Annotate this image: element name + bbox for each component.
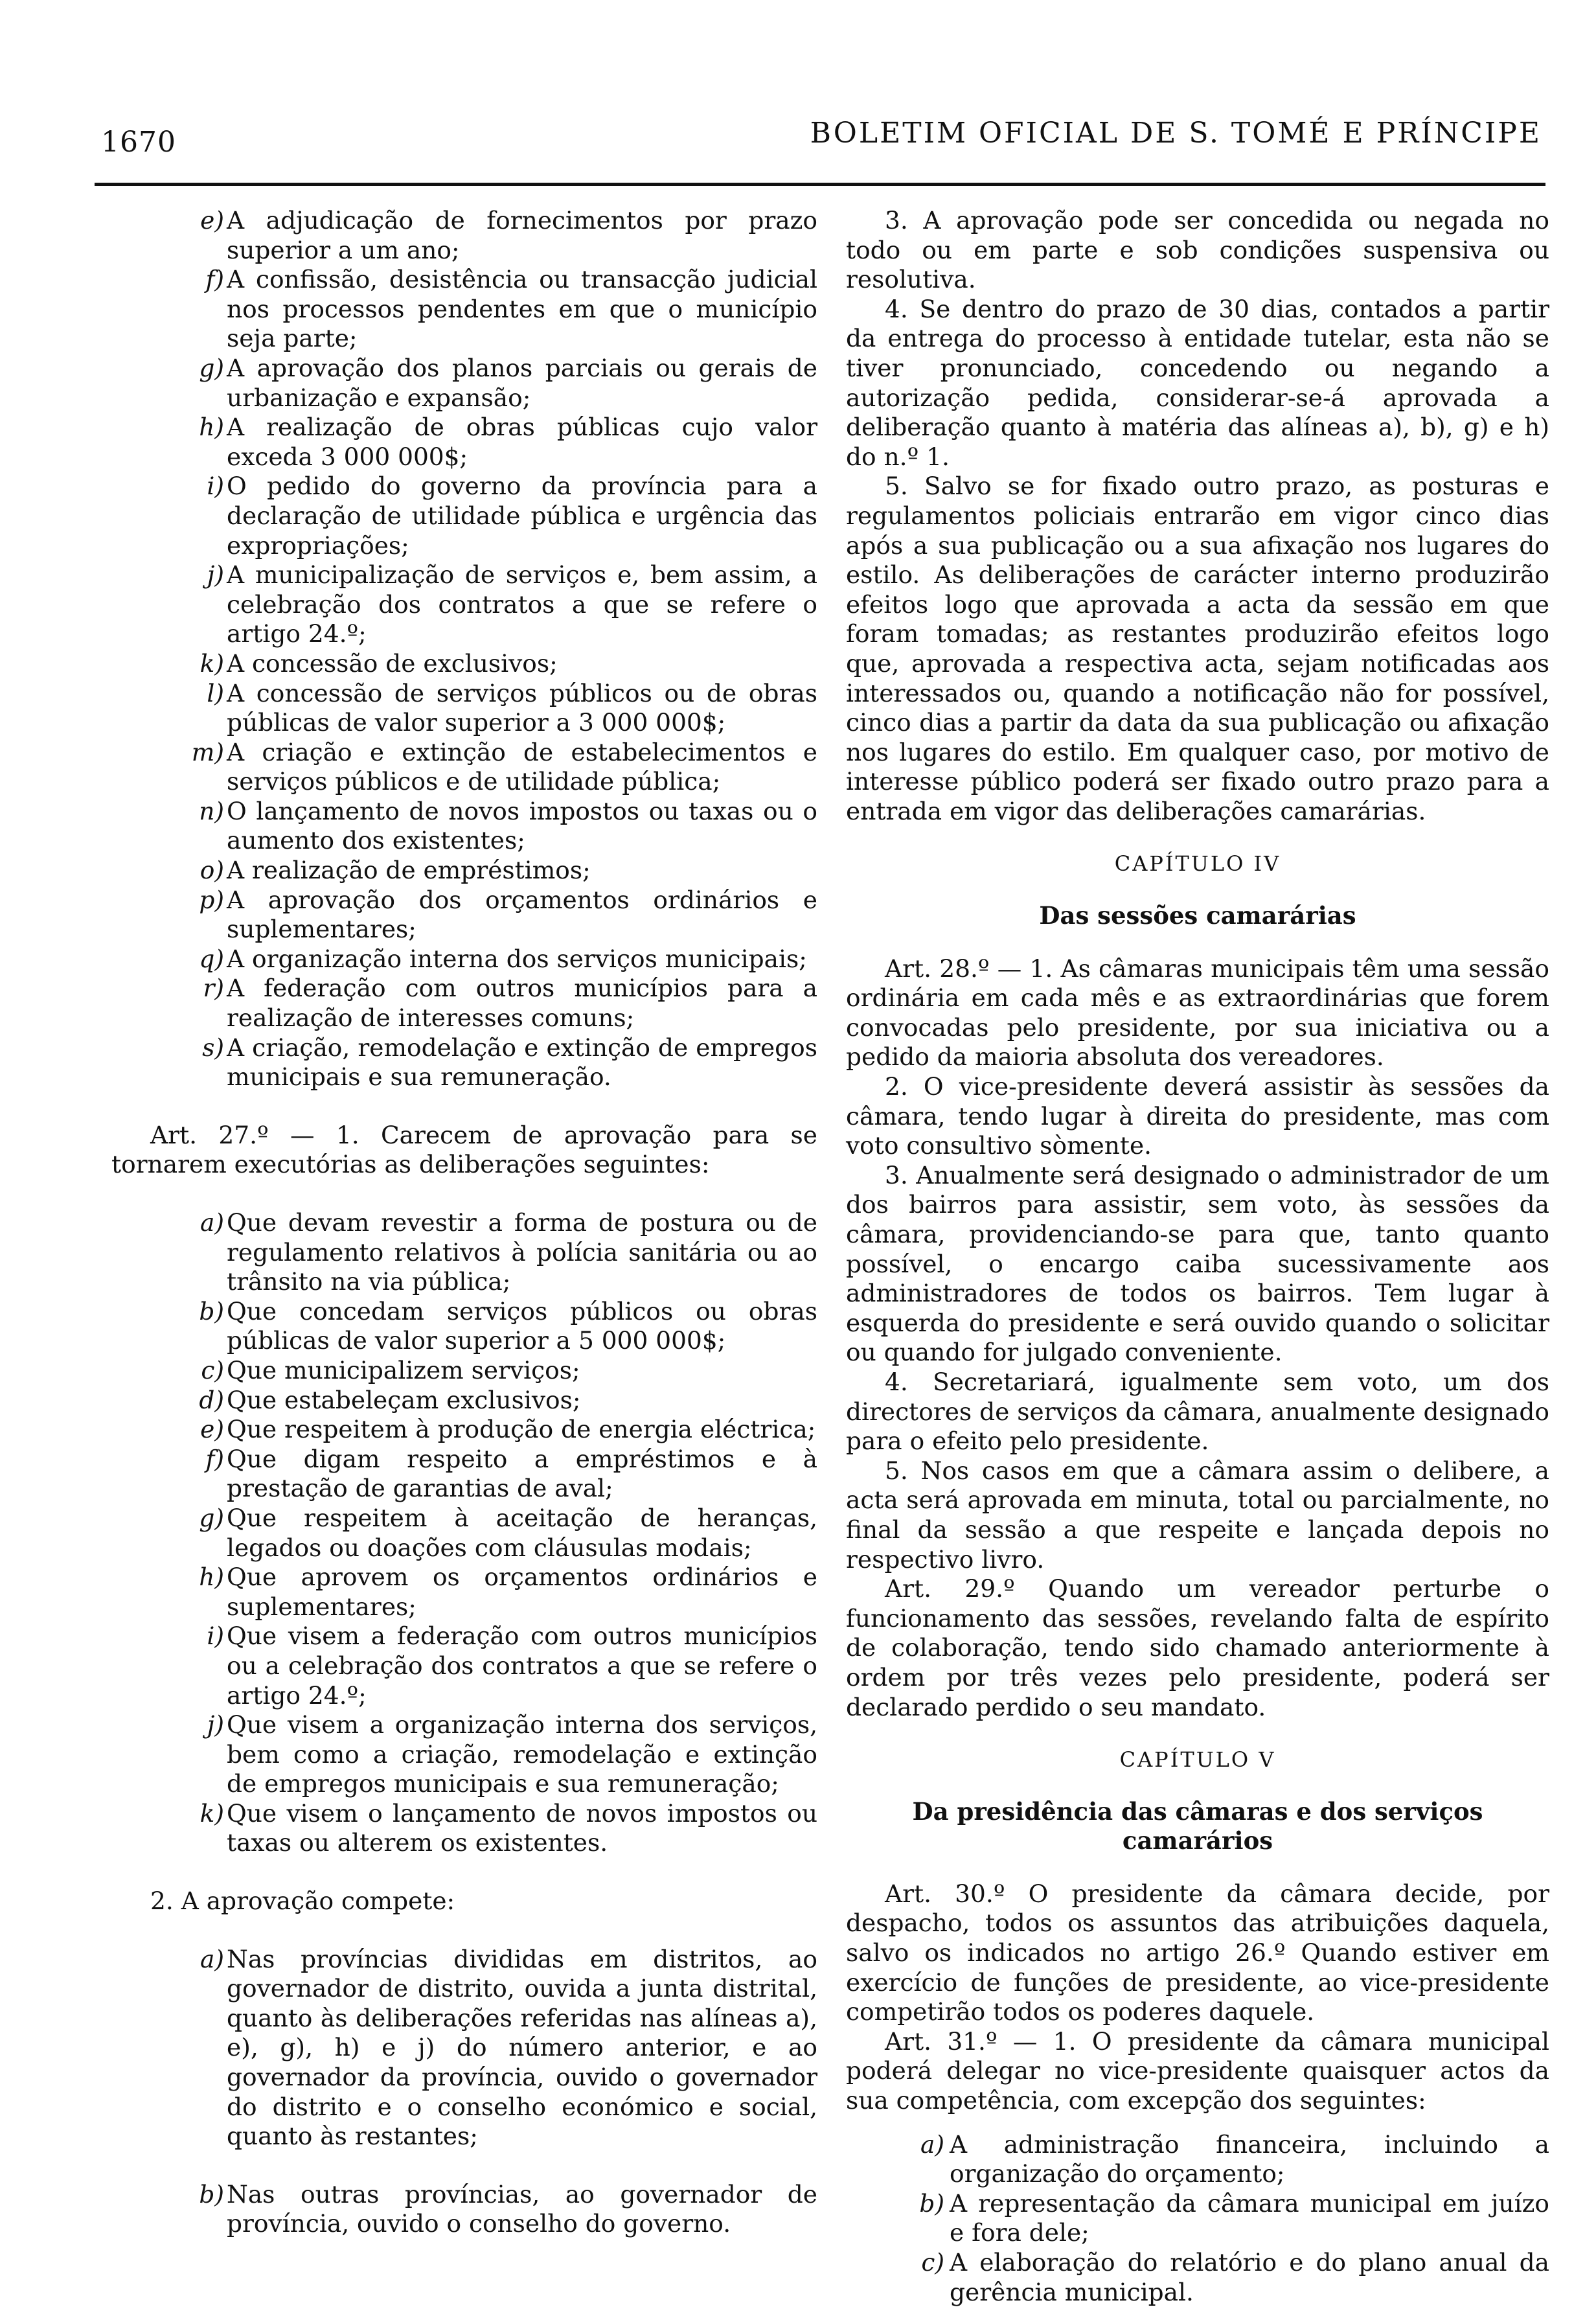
art28-paragraph-2: 2. O vice-presidente deverá assistir às sessões da câmara, tendo lugar à direita do presidente, mas com voto consultivo sòmente.: [846, 1072, 1549, 1160]
list-item: c) Que municipalizem serviços;: [201, 1355, 580, 1384]
list-item: f) Que digam respeito a empréstimos e à prestação de garantias de aval;: [205, 1444, 817, 1503]
art28-paragraph-4: 4. Secretariará, igualmente sem voto, um dos directores de serviços da câmara, anualmente designado para o efeito pelo presidente.: [846, 1367, 1549, 1456]
list-item: g) A aprovação dos planos parciais ou gerais de urbanização e expansão;: [199, 353, 817, 412]
list-item: e) Que respeitem à produção de energia eléctrica;: [200, 1415, 816, 1444]
list-item: n) O lançamento de novos impostos ou taxas ou o aumento dos existentes;: [199, 796, 817, 855]
list-item: j) Que visem a organização interna dos serviços, bem como a criação, remodelação e extinção de empregos municipais e sua remuneração;: [207, 1710, 817, 1798]
list-item: a) Que devam revestir a forma de postura ou de regulamento relativos à polícia sanitária ou ao trânsito na via pública;: [200, 1208, 817, 1296]
list-item: l) A concessão de serviços públicos ou de obras públicas de valor superior a 3 000 000$;: [207, 678, 817, 737]
art27-paragraph-4: 4. Se dentro do prazo de 30 dias, contados a partir da entrega do processo à entidade tutelar, esta não se tiver pronunciado, concedendo ou negando a autorização pedida, considerar-se-á aprovada a deliberação quanto à matéria das alíneas a), b), g) e h) do n.º 1.: [846, 294, 1549, 471]
chapter-heading: CAPÍTULO V: [1119, 1747, 1276, 1773]
list-item: i) Que visem a federação com outros municípios ou a celebração dos contratos a que se refere o artigo 24.º;: [207, 1622, 817, 1710]
left-column: [111, 206, 817, 2239]
list-item: k) A concessão de exclusivos;: [200, 648, 558, 678]
list-item: j) A municipalização de serviços e, bem assim, a celebração dos contratos a que se refere o artigo 24.º;: [207, 560, 817, 648]
list-item: f) A confissão, desistência ou transacção judicial nos processos pendentes em que o município seja parte;: [205, 265, 817, 353]
art27-paragraph-5: 5. Salvo se for fixado outro prazo, as posturas e regulamentos policiais entrarão em vigor cinco dias após a sua publicação ou a sua afixação nos lugares do estilo. As deliberações de carácter interno produzirão efeitos logo que aprovada a acta da sessão em que foram tomadas; as restantes produzirão efeitos logo que, aprovada a respectiva acta, sejam notificadas aos interessados ou, quando a notificação não for possível, cinco dias a partir da data da sua publicação ou afixação nos lugares do estilo. Em qualquer caso, por motivo de interesse público poderá ser fixado outro prazo para a entrada em vigor das deliberações camarárias.: [846, 472, 1549, 825]
list-item: h) A realização de obras públicas cujo valor exceda 3 000 000$;: [199, 413, 817, 471]
list-item: i) O pedido do governo da província para a declaração de utilidade pública e urgência das expropriações;: [207, 472, 817, 560]
list-item: r) A federação com outros municípios para a realização de interesses comuns;: [203, 974, 817, 1033]
page-number: 1670: [101, 126, 176, 159]
art31-paragraph-1: Art. 31.º — 1. O presidente da câmara municipal poderá delegar no vice-presidente quaisquer actos da sua competência, com excepção dos seguintes:: [846, 2026, 1549, 2115]
list-item: m) A criação e extinção de estabelecimentos e serviços públicos e de utilidade pública;: [191, 737, 817, 796]
art27-intro: Art. 27.º — 1. Carecem de aprovação para se tornarem executórias as deliberações seguintes:: [111, 1120, 817, 1179]
list-art27: [111, 1208, 817, 1858]
art27-paragraph-2: 2. A aprovação compete:: [150, 1887, 455, 1916]
list-item: a) Nas províncias divididas em distritos, ao governador de distrito, ouvida a junta distrital, quanto às deliberações referidas nas alíneas a), e), g), h) e j) do número anterior, e ao governador da província, ouvido o governador do distrito e o conselho económico e social, quanto às restantes;: [200, 1944, 817, 2151]
header-rule: [95, 183, 1545, 186]
art30: Art. 30.º O presidente da câmara decide, por despacho, todos os assuntos das atribuições daquela, salvo os indicados no artigo 26.º Quando estiver em exercício de funções de presidente, ao vice-presidente competirão todos os poderes daquele.: [846, 1879, 1549, 2026]
list-item: g) Que respeitem à aceitação de heranças, legados ou doações com cláusulas modais;: [199, 1503, 817, 1562]
list-item: k) Que visem o lançamento de novos impostos ou taxas ou alterem os existentes.: [200, 1798, 817, 1857]
list-item: h) Que aprovem os orçamentos ordinários e suplementares;: [199, 1563, 817, 1621]
list-item: o) A realização de empréstimos;: [200, 856, 591, 885]
list-art31: [846, 2130, 1549, 2307]
list-item: b) Nas outras províncias, ao governador de província, ouvido o conselho do governo.: [199, 2179, 817, 2238]
list-item: b) A representação da câmara municipal em juízo e fora dele;: [919, 2188, 1549, 2247]
list-item: e) A adjudicação de fornecimentos por prazo superior a um ano;: [200, 206, 817, 264]
list-item: b) Que concedam serviços públicos ou obras públicas de valor superior a 5 000 000$;: [199, 1296, 817, 1355]
list-art27-2: [111, 1945, 817, 2239]
chapter-title: Das sessões camarárias: [1039, 901, 1356, 930]
list-art26: [111, 206, 817, 1092]
list-item: p) A aprovação dos orçamentos ordinários e suplementares;: [199, 885, 817, 944]
art27-paragraph-3: 3. A aprovação pode ser concedida ou negada no todo ou em parte e sob condições suspensiva ou resolutiva.: [846, 206, 1549, 294]
chapter-heading: CAPÍTULO IV: [1114, 851, 1281, 877]
list-item: s) A criação, remodelação e extinção de empregos municipais e sua remuneração.: [202, 1033, 817, 1092]
list-item: c) A elaboração do relatório e do plano anual da gerência municipal.: [921, 2248, 1549, 2306]
list-item: q) A organização interna dos serviços municipais;: [199, 944, 807, 973]
art28-paragraph-5: 5. Nos casos em que a câmara assim o delibere, a acta será aprovada em minuta, total ou parcialmente, no final da sessão a que respeite e lançada depois no respectivo livro.: [846, 1456, 1549, 1574]
running-title: BOLETIM OFICIAL DE S. TOMÉ E PRÍNCIPE: [810, 117, 1542, 150]
art29: Art. 29.º Quando um vereador perturbe o funcionamento das sessões, revelando falta de espírito de colaboração, tendo sido chamado anteriormente à ordem por três vezes pelo presidente, poderá ser declarado perdido o seu mandato.: [846, 1574, 1549, 1721]
list-item: a) A administração financeira, incluindo a organização do orçamento;: [920, 2129, 1549, 2188]
art28-paragraph-3: 3. Anualmente será designado o administrador de um dos bairros para assistir, sem voto, às sessões da câmara, providenciando-se para que, tanto quanto possível, o encargo caiba sucessivamente aos administradores de todos os bairros. Tem lugar à esquerda do presidente e será ouvido quando o solicitar ou quando for julgado conveniente.: [846, 1160, 1549, 1367]
chapter-title: Da presidência das câmaras e dos serviços camarários: [912, 1796, 1483, 1855]
list-item: d) Que estabeleçam exclusivos;: [199, 1385, 581, 1414]
right-column: [846, 206, 1549, 2307]
art28-paragraph-1: Art. 28.º — 1. As câmaras municipais têm uma sessão ordinária em cada mês e as extraordinárias que forem convocadas pelo presidente, por sua iniciativa ou a pedido da maioria absoluta dos vereadores.: [846, 954, 1549, 1072]
